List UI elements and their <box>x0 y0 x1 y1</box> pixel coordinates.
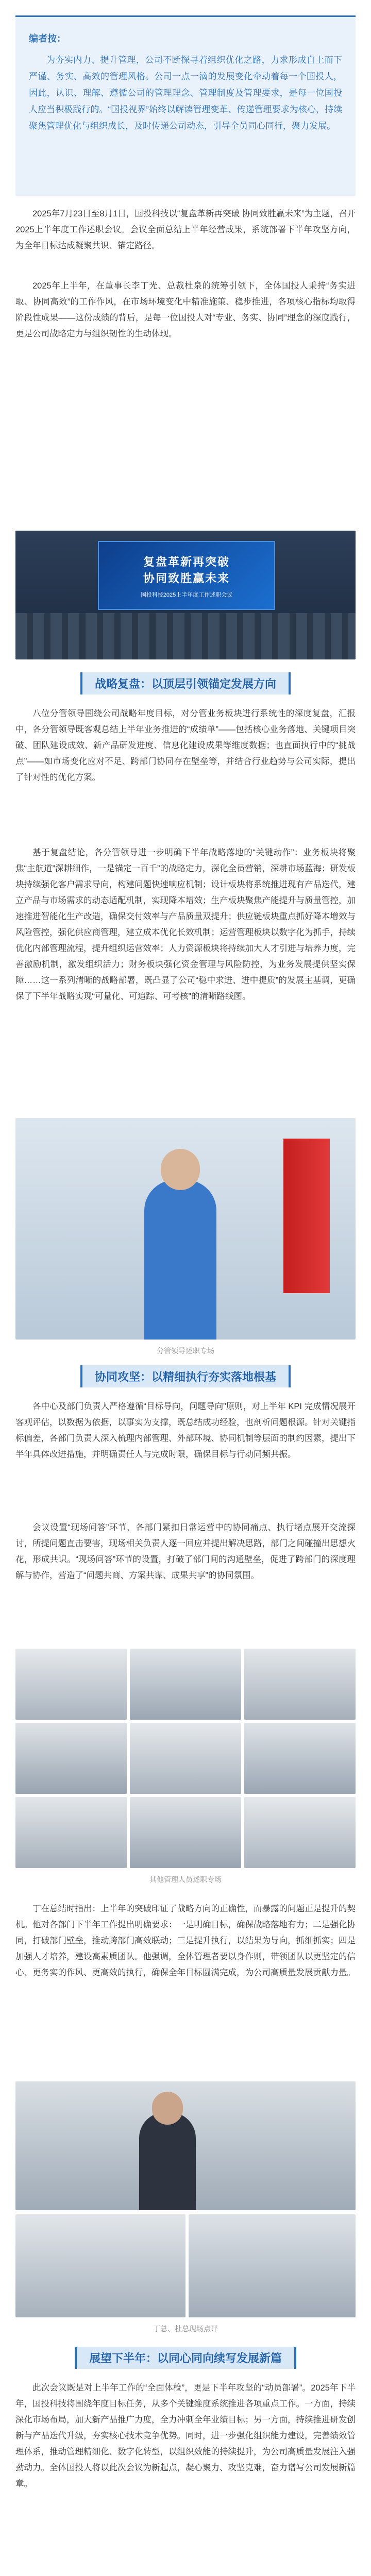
banner-line-1: 复盘革新再突破 <box>143 555 230 568</box>
grid-photo <box>15 1649 127 1720</box>
section-title: 战略复盘：以顶层引领锚定发展方向 <box>80 672 291 694</box>
intro-paragraph-1: 2025年7月23日至8月1日，国投科技以“复盘革新再突破 协同致胜赢未来”为主题，召开2025上半年度工作述职会议。会议全面总结上半年经营成果，系统部署下半年攻坚方向，为全年目标达成凝聚共识、锚定路径。 <box>15 209 356 250</box>
grid-photo <box>15 1723 127 1794</box>
section-heading-synergy <box>0 1365 371 1387</box>
grid-photo <box>15 1797 127 1868</box>
grid-photo <box>130 1797 241 1868</box>
outlook-paragraph: 此次会议既是对上半年工作的“全面体检”，更是下半年攻坚的“动员部署”。2025年下半年，国投科技将围绕年度目标任务，从多个关键维度系统推进各项重点工作。一方面，持续深化市场布局，加大新产品推广力度，全力冲刺全年业绩目标；另一方面，持续推进研发创新与产品迭代升级，夯实核心技术竞争优势。同时，进一步强化组织能力建设，完善绩效管理体系，推动管理精细化、数字化转型，以组织效能的持续提升，为公司高质量发展注入强劲动力。全体国投人将以此次会议为新起点，凝心聚力、攻坚克难，奋力谱写公司发展新篇章。 <box>15 2383 356 2488</box>
editor-note-box <box>15 15 356 196</box>
editor-note-label: 编者按： <box>29 33 66 44</box>
comment-photo-right <box>189 2214 356 2317</box>
editor-note-text: 为夯实内力、提升管理，公司不断探寻着组织优化之路，力求形成自上而下严谨、务实、高效的管理风格。公司一点一滴的发展变化牵动着每一个国投人，因此，认识、理解、遵循公司的管理理念、管理制度及管理要求，是每一位国投人应当积极践行的。“国投视界”始终以解读管理变革、传递管理要求为核心，持续聚焦管理优化与组织成长，及时传递公司动态，引导全员同心同行，聚力发展。 <box>29 55 342 131</box>
comment-photo-top <box>15 2081 356 2210</box>
stage-screen <box>98 541 275 610</box>
intro-paragraph-2: 2025年上半年，在董事长李丁光、总裁杜泉的统筹引领下，全体国投人秉持“务实进取、协同高效”的工作作风，在市场环境变化中精准施策、稳步推进，各项核心指标均取得阶段性成果——这份成绩的背后，是每一位国投人对“专业、务实、协同”理念的深度践行，更是公司战略定力与组织韧性的生动体现。 <box>15 281 356 338</box>
section-heading-outlook <box>0 2347 371 2369</box>
summary-paragraph: 丁在总结时指出：上半年的突破印证了战略方向的正确性，而暴露的问题正是提升的契机。他对各部门下半年工作提出明确要求：一是明确目标，确保战略落地有力；二是强化协同，打破部门壁垒，推动跨部门高效联动；三是提升执行，以结果为导向，抓细抓实；四是加强人才培养，建设高素质团队。他强调，全体管理者要以身作则，带领团队以更坚定的信心、更务实的作风、更高效的执行，确保全年目标圆满完成，为公司高质量发展贡献力量。 <box>15 1904 356 1977</box>
conference-photo <box>15 531 356 659</box>
speaker-photo-grid <box>15 1649 356 1868</box>
synergy-paragraph-1: 各中心及部门负责人严格遵循“目标导向，问题导向”原则，对上半年 KPI 完成情况展开客观评估，以数据为依据，以事实为支撑，既总结成功经验，也剖析问题根源。针对关键指标偏差，各部门负责人深入梳理内部管理、外部环境、协同机制等层面的制约因素，提出下半年具体改进措施，并明确责任人与完成时限，确保目标与行动同频共振。 <box>15 1402 356 1459</box>
grid-photo <box>130 1649 241 1720</box>
banner-subtitle: 国投科技2025上半年度工作述职会议 <box>140 592 233 598</box>
speaker-figure <box>144 1180 216 1340</box>
section-title: 协同攻坚：以精细执行夯实落地根基 <box>80 1365 291 1387</box>
grid-photo <box>244 1649 356 1720</box>
grid-photo <box>130 1723 241 1794</box>
strategy-paragraph-2: 基于复盘结论，各分管领导进一步明确下半年战略落地的“关键动作”：业务板块将聚焦“主航道”深耕细作，一是锚定一百千”的战略定力，深化全员营销，深耕市场蓝海；研发板块持续强化客户需求导向，构建问题快速响应机制；设计板块将系统推进现有产品迭代，建立产品与市场需求的动态适配机制，实现降本增效；生产板块聚焦产能提升与质量管控，加速推进智能化生产改造，确保交付效率与产品质量双提升；供应链板块重点抓好降本增效与风险管控，强化供应商管理，建立成本优化长效机制；运营管理板块以数字化为抓手，持续优化内部管理流程，提升组织运营效率；人力资源板块将持续加大人才引进与培养力度，完善激励机制，激发组织活力；财务板块强化资金管理与风险防控，为业务发展提供坚实保障……这一系列清晰的战略部署，既凸显了公司“稳中求进、进中提质”的发展主基调，更确保了下半年战略实现“可量化、可追踪、可考核”的清晰路线图。 <box>15 848 356 1001</box>
speaker-head <box>161 1149 200 1190</box>
photo-caption-leaders: 分管领导述职专场 <box>157 1347 214 1355</box>
photo-caption-managers: 其他管理人员述职专场 <box>149 1875 222 1884</box>
photo-caption-comments: 丁总、杜总现场点评 <box>153 2325 218 2333</box>
grid-photo <box>244 1723 356 1794</box>
audience-rows <box>15 613 356 659</box>
person-figure <box>139 2112 196 2210</box>
person-head <box>152 2092 183 2125</box>
section-heading-strategy <box>0 672 371 694</box>
banner-line-2: 协同致胜赢未来 <box>143 572 230 585</box>
grid-photo <box>244 1797 356 1868</box>
section-title: 展望下半年：以同心同向续写发展新篇 <box>75 2347 296 2369</box>
flag <box>283 1139 330 1293</box>
comment-photo-left <box>15 2214 185 2317</box>
speaker-photo <box>15 1118 356 1340</box>
synergy-paragraph-2: 会议设置“现场问答”环节，各部门紧扣日常运营中的协同痛点、执行堵点展开交流探讨，所提问题直击要害，现场相关负责人逐一回应并提出解决思路，部门之间碰撞出思想火花，形成共识。“现场问答”环节的设置，打破了部门间的沟通壁垒，促进了跨部门的深度理解与协作，营造了“问题共商、方案共谋、成果共享”的协同氛围。 <box>15 1523 356 1580</box>
strategy-paragraph-1: 八位分管领导围绕公司战略年度目标，对分管业务板块进行系统性的深度复盘，汇报中，各分管领导既客观总结上半年业务推进的“成绩单”——包括核心业务落地、关键项目突破、团队建设成效、新产品研发进度、信息化建设成果等维度数据；也直面执行中的“挑战点”——如市场变化应对不足、跨部门协同存在壁垒等，并结合行业趋势与公司实际，提出了针对性的优化方案。 <box>15 709 356 782</box>
